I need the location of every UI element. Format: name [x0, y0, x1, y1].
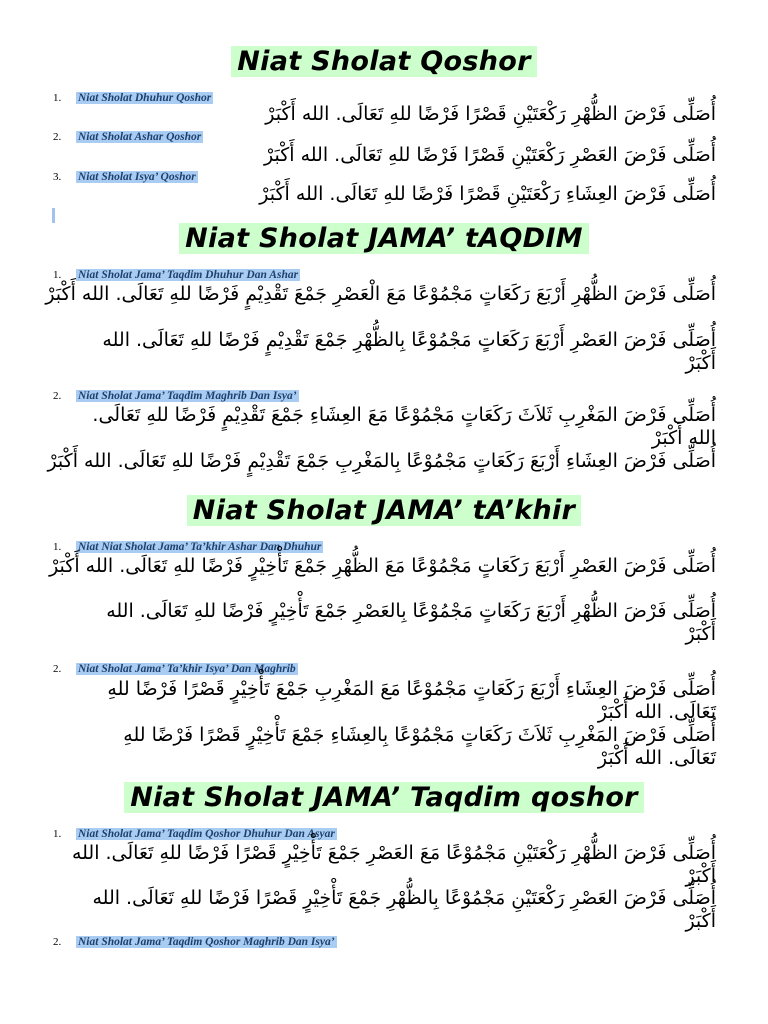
- list-number: 1.: [53, 92, 62, 104]
- list-number: 1.: [53, 541, 62, 553]
- list-number: 2.: [53, 131, 62, 143]
- arabic-niat: أُصَلِّى فَرْضَ العِشَاءِ أَرْبَعَ رَكَعَاتٍ مَجْمُوْعًا مَعَ المَغْرِبِ جَمْعَ تَأْخِيْرٍ قَصْرًا فَرْضًا للهِ تَعَالَى. الله أَكْبَرْ: [107, 678, 716, 723]
- arabic-niat: أُصَلِّى فَرْضَ الظُّهْرِ أَرْبَعَ رَكَعَاتٍ مَجْمُوْعًا مَعَ الْعَصْرِ جَمْعَ تَقْدِيْمٍ فَرْضًا للهِ تَعَالَى. الله أَكْبَرْ: [45, 283, 716, 305]
- item-label: Niat Sholat Ashar Qoshor: [78, 131, 202, 143]
- item-label: Niat Sholat Jama’ Taqdim Qoshor Maghrib Dan Isya’: [78, 936, 335, 948]
- arabic-niat: أُصَلِّى فَرْضَ المَغْرِبِ ثَلاَثَ رَكَعَاتٍ مَجْمُوْعًا بِالعِشَاءِ جَمْعَ تَأْخِيْرٍ قَصْرًا فَرْضًا للهِ تَعَالَى. الله أَكْبَرْ: [123, 724, 716, 769]
- arabic-niat: أُصَلِّى فَرْضَ الظُّهْرِ رَكْعَتَيْنِ مَجْمُوْعًا مَعَ العَصْرِ جَمْعَ تَأْخِيْرٍ قَصْرًا فَرْضًا للهِ تَعَالَى. الله أَكْبَرْ: [71, 842, 716, 887]
- item-label: Niat Sholat Jama’ Taqdim Qoshor Dhuhur Dan Asyar: [78, 828, 335, 840]
- arabic-niat: أُصَلِّى فَرْضَ العَصْرِ رَكْعَتَيْنِ قَصْرًا فَرْضًا للهِ تَعَالَى. الله أَكْبَرْ: [263, 144, 716, 166]
- arabic-niat: أُصَلِّى فَرْضَ العِشَاءِ أَرْبَعَ رَكَعَاتٍ مَجْمُوْعًا بِالمَغْرِبِ جَمْعَ تَقْدِيْمٍ فَرْضًا للهِ تَعَالَى. الله أَكْبَرْ: [47, 450, 716, 472]
- list-number: 3.: [53, 171, 62, 183]
- cursor-marker: [52, 208, 55, 223]
- section-title-qoshor: Niat Sholat Qoshor: [0, 45, 768, 79]
- item-label: Niat Sholat Jama’ Ta’khir Isya’ Dan Maghrib: [78, 663, 296, 675]
- item-label: Niat Sholat Jama’ Taqdim Maghrib Dan Isya’: [78, 390, 297, 402]
- arabic-niat: أُصَلِّى فَرْضَ الظُّهْرِ رَكْعَتَيْنِ قَصْرًا فَرْضًا للهِ تَعَالَى. الله أَكْبَرْ: [265, 103, 716, 125]
- section-title-jama-taqdim: Niat Sholat JAMA’ tAQDIM: [0, 222, 768, 256]
- arabic-niat: أُصَلِّى فَرْضَ العَصْرِ أَرْبَعَ رَكَعَاتٍ مَجْمُوْعًا مَعَ الظُّهْرِ جَمْعَ تَأْخِيْرٍ فَرْضًا للهِ تَعَالَى. الله أَكْبَرْ: [49, 555, 716, 577]
- item-label: Niat Sholat Isya’ Qoshor: [78, 171, 196, 183]
- section-title-jama-takhir: Niat Sholat JAMA’ tA’khir: [0, 494, 768, 528]
- list-number: 2.: [53, 390, 62, 402]
- list-number: 2.: [53, 936, 62, 948]
- section-title-jama-taqdim-qoshor: Niat Sholat JAMA’ Taqdim qoshor: [0, 781, 768, 815]
- arabic-niat: أُصَلِّى فَرْضَ العَصْرِ أَرْبَعَ رَكَعَاتٍ مَجْمُوْعًا بِالظُّهْرِ جَمْعَ تَقْدِيْمٍ فَرْضًا للهِ تَعَالَى. الله أَكْبَرْ: [102, 329, 716, 374]
- item-label: Niat Niat Sholat Jama’ Ta’khir Ashar Dan Dhuhur: [78, 541, 322, 553]
- list-number: 1.: [53, 828, 62, 840]
- arabic-niat: أُصَلِّى فَرْضَ المَغْرِبِ ثَلاَثَ رَكَعَاتٍ مَجْمُوْعًا مَعَ العِشَاءِ جَمْعَ تَقْدِيْمٍ فَرْضًا للهِ تَعَالَى. الله أَكْبَرْ: [92, 404, 716, 449]
- arabic-niat: أُصَلِّى فَرْضَ الظُّهْرِ أَرْبَعَ رَكَعَاتٍ مَجْمُوْعًا بِالعَصْرِ جَمْعَ تَأْخِيْرٍ فَرْضًا للهِ تَعَالَى. الله أَكْبَرْ: [106, 600, 716, 645]
- item-label: Niat Sholat Dhuhur Qoshor: [78, 92, 212, 104]
- list-number: 1.: [53, 269, 62, 281]
- list-number: 2.: [53, 663, 62, 675]
- item-label: Niat Sholat Jama’ Taqdim Dhuhur Dan Ashar: [78, 269, 299, 281]
- arabic-niat: أُصَلِّى فَرْضَ العِشَاءِ رَكْعَتَيْنِ قَصْرًا فَرْضًا للهِ تَعَالَى. الله أَكْبَرْ: [259, 183, 716, 205]
- arabic-niat: أُصَلِّى فَرْضَ العَصْرِ رَكْعَتَيْنِ مَجْمُوْعًا بِالظُّهْرِ جَمْعَ تَأْخِيْرٍ قَصْرًا فَرْضًا للهِ تَعَالَى. الله أَكْبَرْ: [92, 887, 716, 932]
